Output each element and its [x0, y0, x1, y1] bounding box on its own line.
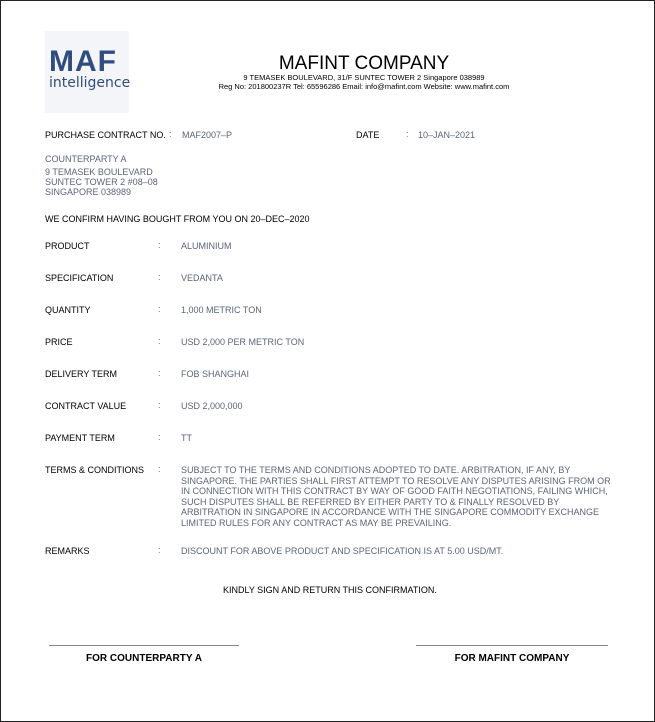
quantity-label: QUANTITY — [45, 305, 91, 315]
counterparty-name: COUNTERPARTY A — [45, 154, 127, 164]
terms-label: TERMS & CONDITIONS — [45, 465, 145, 475]
specification-value: VEDANTA — [181, 273, 223, 283]
sign-instruction: KINDLY SIGN AND RETURN THIS CONFIRMATION. — [223, 585, 437, 595]
terms-value: SUBJECT TO THE TERMS AND CONDITIONS ADOPTED TO DATE. ARBITRATION, IF ANY, BY SINGAPORE. THE PARTIES SHALL FIRST ATTEMPT TO RESOLVE ANY DISPUTES ARISING FROM OR IN CONNECTION WITH THIS CONTRACT BY WAY OF GOOD FAITH NEGOTIATIONS, FAILING WHICH, SUCH DISPUTES SHALL BE REFERRED BY EITHER PARTY TO & FINALLY RESOLVED BY ARBITRATION IN SINGAPORE IN ACCORDANCE WITH THE SINGAPORE COMMODITY EXCHANGE LIMITED RULES FOR ANY CONTRACT AS MAY BE PREVAILING. — [181, 465, 611, 528]
date-value: 10–JAN–2021 — [418, 130, 476, 140]
colon: : — [158, 304, 161, 314]
counterparty-signature-line — [49, 645, 239, 646]
colon: : — [158, 272, 161, 282]
remarks-label: REMARKS — [45, 546, 90, 556]
colon: : — [158, 240, 161, 250]
counterparty-address-line: SUNTEC TOWER 2 #08–08 — [45, 177, 158, 187]
product-value: ALUMINIUM — [181, 241, 232, 251]
contract-value-label: CONTRACT VALUE — [45, 401, 127, 411]
counterparty-address-line: 9 TEMASEK BOULEVARD — [45, 167, 153, 177]
mafint-signature-caption: FOR MAFINT COMPANY — [454, 653, 570, 664]
delivery-term-label: DELIVERY TERM — [45, 369, 118, 379]
counterparty-address-line: SINGAPORE 038989 — [45, 187, 132, 197]
price-value: USD 2,000 PER METRIC TON — [181, 337, 305, 347]
contract-no-value: MAF2007–P — [182, 130, 233, 140]
confirmation-statement: WE CONFIRM HAVING BOUGHT FROM YOU ON 20–DEC–2020 — [45, 214, 310, 224]
company-name: MAFINT COMPANY — [278, 53, 450, 74]
quantity-value: 1,000 METRIC TON — [181, 305, 262, 315]
colon: : — [169, 129, 172, 139]
colon: : — [158, 336, 161, 346]
mafint-signature-line — [416, 645, 608, 646]
contract-value-value: USD 2,000,000 — [181, 401, 243, 411]
price-label: PRICE — [45, 337, 73, 347]
company-logo — [45, 31, 129, 113]
delivery-term-value: FOB SHANGHAI — [181, 369, 250, 379]
colon: : — [158, 545, 161, 555]
remarks-value: DISCOUNT FOR ABOVE PRODUCT AND SPECIFICATION IS AT 5.00 USD/MT. — [181, 546, 504, 556]
colon: : — [406, 129, 409, 139]
colon: : — [158, 432, 161, 442]
specification-label: SPECIFICATION — [45, 273, 114, 283]
colon: : — [158, 368, 161, 378]
payment-term-value: TT — [181, 433, 192, 443]
logo-subtitle: intelligence — [49, 75, 131, 91]
payment-term-label: PAYMENT TERM — [45, 433, 115, 443]
counterparty-signature-caption: FOR COUNTERPARTY A — [86, 653, 202, 664]
colon: : — [158, 400, 161, 410]
date-label: DATE — [356, 130, 380, 140]
company-registration: Reg No: 201800237R Tel: 65596286 Email: info@mafint.com Website: www.mafint.com — [218, 82, 510, 91]
product-label: PRODUCT — [45, 241, 90, 251]
contract-no-label: PURCHASE CONTRACT NO. — [45, 130, 166, 140]
logo-mark: MAF — [49, 45, 117, 78]
company-address: 9 TEMASEK BOULEVARD, 31/F SUNTEC TOWER 2 Singapore 038989 — [243, 73, 485, 82]
colon: : — [158, 464, 161, 474]
